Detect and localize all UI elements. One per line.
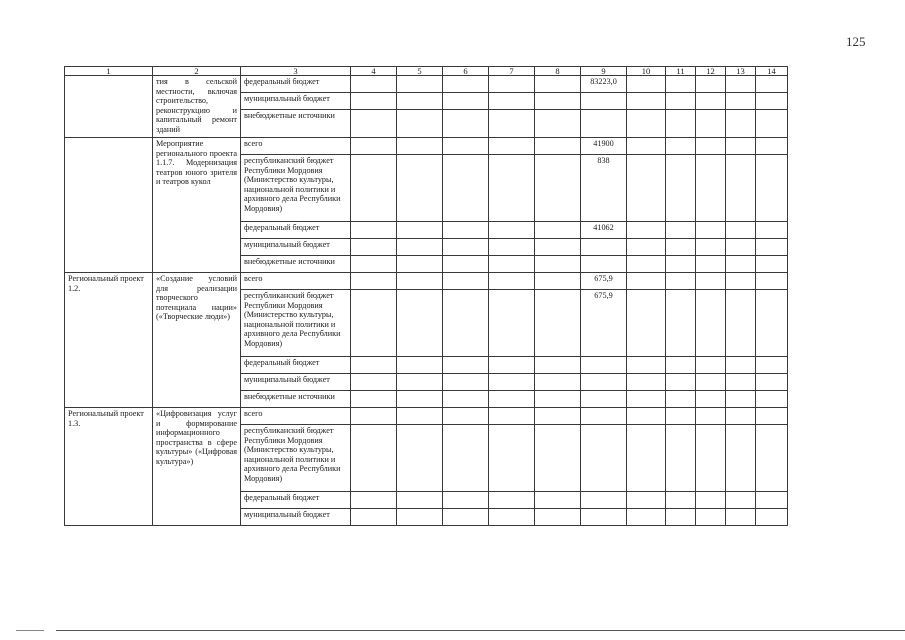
- funding-source-cell: федеральный бюджет: [241, 357, 351, 374]
- empty-cell-col7: [489, 256, 535, 273]
- empty-cell-col5: [397, 357, 443, 374]
- empty-cell-col11: [666, 110, 696, 138]
- empty-cell-col13: [726, 93, 756, 110]
- empty-cell-col4: [351, 374, 397, 391]
- empty-cell-col11: [666, 492, 696, 509]
- column-number-5: 5: [397, 67, 443, 76]
- empty-cell-col11: [666, 239, 696, 256]
- empty-cell-col7: [489, 357, 535, 374]
- empty-cell-col10: [627, 492, 666, 509]
- project-cell: Региональный проект 1.2.: [65, 273, 153, 408]
- empty-cell-col13: [726, 357, 756, 374]
- empty-cell-col4: [351, 93, 397, 110]
- empty-cell-col5: [397, 509, 443, 526]
- empty-cell-col14: [756, 110, 788, 138]
- empty-cell-col6: [443, 408, 489, 425]
- amount-cell-col9: 675,9: [581, 273, 627, 290]
- empty-cell-col5: [397, 273, 443, 290]
- empty-cell-col5: [397, 155, 443, 222]
- empty-cell-col7: [489, 138, 535, 155]
- empty-cell-col13: [726, 155, 756, 222]
- amount-cell-col9: [581, 509, 627, 526]
- empty-cell-col6: [443, 76, 489, 93]
- empty-cell-col5: [397, 222, 443, 239]
- empty-cell-col14: [756, 425, 788, 492]
- empty-cell-col14: [756, 408, 788, 425]
- measure-cell: тия в сельской местности, включая строительство, реконструкцию и капитальный ремонт зданий: [153, 76, 241, 138]
- empty-cell-col13: [726, 76, 756, 93]
- empty-cell-col6: [443, 273, 489, 290]
- empty-cell-col7: [489, 76, 535, 93]
- empty-cell-col6: [443, 509, 489, 526]
- amount-cell-col9: [581, 110, 627, 138]
- empty-cell-col7: [489, 492, 535, 509]
- empty-cell-col8: [535, 408, 581, 425]
- empty-cell-col14: [756, 492, 788, 509]
- empty-cell-col12: [696, 357, 726, 374]
- empty-cell-col8: [535, 93, 581, 110]
- amount-cell-col9: [581, 425, 627, 492]
- empty-cell-col14: [756, 391, 788, 408]
- empty-cell-col7: [489, 425, 535, 492]
- amount-cell-col9: 838: [581, 155, 627, 222]
- empty-cell-col8: [535, 239, 581, 256]
- empty-cell-col11: [666, 290, 696, 357]
- empty-cell-col8: [535, 374, 581, 391]
- empty-cell-col6: [443, 93, 489, 110]
- measure-cell: «Цифровизация услуг и формирование информационного пространства в сфере культуры» («Цифровая культура»): [153, 408, 241, 526]
- empty-cell-col6: [443, 391, 489, 408]
- empty-cell-col14: [756, 273, 788, 290]
- funding-source-cell: федеральный бюджет: [241, 222, 351, 239]
- funding-source-cell: всего: [241, 273, 351, 290]
- empty-cell-col14: [756, 509, 788, 526]
- empty-cell-col10: [627, 290, 666, 357]
- empty-cell-col4: [351, 138, 397, 155]
- column-number-7: 7: [489, 67, 535, 76]
- project-cell: [65, 138, 153, 273]
- funding-source-cell: всего: [241, 408, 351, 425]
- measure-cell: Мероприятие регионального проекта 1.1.7. Модернизация театров юного зрителя и театров кукол: [153, 138, 241, 273]
- empty-cell-col6: [443, 374, 489, 391]
- empty-cell-col11: [666, 155, 696, 222]
- empty-cell-col11: [666, 93, 696, 110]
- empty-cell-col5: [397, 374, 443, 391]
- funding-source-cell: муниципальный бюджет: [241, 239, 351, 256]
- column-number-9: 9: [581, 67, 627, 76]
- scan-edge-mark: [56, 630, 905, 631]
- empty-cell-col5: [397, 425, 443, 492]
- table-row: [65, 138, 788, 155]
- funding-source-cell: внебюджетные источники: [241, 391, 351, 408]
- empty-cell-col7: [489, 290, 535, 357]
- funding-source-cell: муниципальный бюджет: [241, 374, 351, 391]
- empty-cell-col13: [726, 256, 756, 273]
- empty-cell-col13: [726, 110, 756, 138]
- empty-cell-col4: [351, 492, 397, 509]
- empty-cell-col10: [627, 391, 666, 408]
- empty-cell-col5: [397, 93, 443, 110]
- empty-cell-col7: [489, 239, 535, 256]
- empty-cell-col6: [443, 138, 489, 155]
- empty-cell-col8: [535, 76, 581, 93]
- empty-cell-col8: [535, 509, 581, 526]
- empty-cell-col4: [351, 391, 397, 408]
- empty-cell-col8: [535, 425, 581, 492]
- empty-cell-col7: [489, 509, 535, 526]
- empty-cell-col4: [351, 273, 397, 290]
- empty-cell-col12: [696, 273, 726, 290]
- empty-cell-col13: [726, 273, 756, 290]
- empty-cell-col11: [666, 374, 696, 391]
- empty-cell-col8: [535, 273, 581, 290]
- empty-cell-col12: [696, 110, 726, 138]
- funding-source-cell: всего: [241, 138, 351, 155]
- empty-cell-col14: [756, 290, 788, 357]
- amount-cell-col9: 41900: [581, 138, 627, 155]
- empty-cell-col12: [696, 239, 726, 256]
- empty-cell-col7: [489, 408, 535, 425]
- empty-cell-col8: [535, 290, 581, 357]
- column-number-4: 4: [351, 67, 397, 76]
- empty-cell-col10: [627, 138, 666, 155]
- empty-cell-col14: [756, 76, 788, 93]
- empty-cell-col12: [696, 408, 726, 425]
- empty-cell-col5: [397, 408, 443, 425]
- empty-cell-col12: [696, 374, 726, 391]
- budget-table: [64, 66, 788, 526]
- empty-cell-col8: [535, 492, 581, 509]
- funding-source-cell: муниципальный бюджет: [241, 93, 351, 110]
- empty-cell-col7: [489, 93, 535, 110]
- funding-source-cell: внебюджетные источники: [241, 110, 351, 138]
- empty-cell-col6: [443, 155, 489, 222]
- empty-cell-col14: [756, 256, 788, 273]
- empty-cell-col6: [443, 425, 489, 492]
- empty-cell-col8: [535, 155, 581, 222]
- page-number: 125: [846, 34, 866, 49]
- table-row: [65, 408, 788, 425]
- empty-cell-col8: [535, 391, 581, 408]
- empty-cell-col10: [627, 93, 666, 110]
- empty-cell-col11: [666, 256, 696, 273]
- amount-cell-col9: 83223,0: [581, 76, 627, 93]
- empty-cell-col11: [666, 425, 696, 492]
- column-number-11: 11: [666, 67, 696, 76]
- empty-cell-col5: [397, 492, 443, 509]
- empty-cell-col5: [397, 391, 443, 408]
- amount-cell-col9: [581, 357, 627, 374]
- amount-cell-col9: [581, 93, 627, 110]
- empty-cell-col10: [627, 110, 666, 138]
- empty-cell-col10: [627, 425, 666, 492]
- empty-cell-col4: [351, 155, 397, 222]
- table-row: [65, 273, 788, 290]
- empty-cell-col11: [666, 76, 696, 93]
- empty-cell-col5: [397, 290, 443, 357]
- empty-cell-col12: [696, 509, 726, 526]
- empty-cell-col12: [696, 155, 726, 222]
- empty-cell-col13: [726, 290, 756, 357]
- empty-cell-col4: [351, 425, 397, 492]
- empty-cell-col11: [666, 273, 696, 290]
- project-cell: [65, 76, 153, 138]
- column-number-3: 3: [241, 67, 351, 76]
- empty-cell-col14: [756, 155, 788, 222]
- empty-cell-col5: [397, 239, 443, 256]
- funding-source-cell: федеральный бюджет: [241, 492, 351, 509]
- empty-cell-col13: [726, 222, 756, 239]
- empty-cell-col7: [489, 391, 535, 408]
- empty-cell-col13: [726, 509, 756, 526]
- empty-cell-col4: [351, 76, 397, 93]
- empty-cell-col6: [443, 492, 489, 509]
- funding-source-cell: внебюджетные источники: [241, 256, 351, 273]
- amount-cell-col9: [581, 256, 627, 273]
- column-number-14: 14: [756, 67, 788, 76]
- empty-cell-col8: [535, 110, 581, 138]
- column-number-8: 8: [535, 67, 581, 76]
- empty-cell-col6: [443, 290, 489, 357]
- empty-cell-col6: [443, 110, 489, 138]
- empty-cell-col6: [443, 357, 489, 374]
- empty-cell-col6: [443, 222, 489, 239]
- empty-cell-col5: [397, 76, 443, 93]
- empty-cell-col12: [696, 222, 726, 239]
- amount-cell-col9: 675,9: [581, 290, 627, 357]
- funding-source-cell: федеральный бюджет: [241, 76, 351, 93]
- empty-cell-col4: [351, 222, 397, 239]
- empty-cell-col13: [726, 239, 756, 256]
- empty-cell-col10: [627, 155, 666, 222]
- amount-cell-col9: [581, 408, 627, 425]
- empty-cell-col12: [696, 425, 726, 492]
- project-cell: Региональный проект 1.3.: [65, 408, 153, 526]
- amount-cell-col9: [581, 239, 627, 256]
- empty-cell-col4: [351, 408, 397, 425]
- table-body: [65, 76, 788, 526]
- empty-cell-col10: [627, 357, 666, 374]
- empty-cell-col11: [666, 357, 696, 374]
- column-number-2: 2: [153, 67, 241, 76]
- empty-cell-col12: [696, 391, 726, 408]
- empty-cell-col5: [397, 110, 443, 138]
- empty-cell-col4: [351, 357, 397, 374]
- measure-cell: «Создание условий для реализации творческого потенциала нации» («Творческие люди»): [153, 273, 241, 408]
- funding-source-cell: республиканский бюджет Республики Мордовия (Министерство культуры, национальной политики и архивного дела Республики Мордовия): [241, 155, 351, 222]
- empty-cell-col6: [443, 256, 489, 273]
- empty-cell-col13: [726, 492, 756, 509]
- column-number-13: 13: [726, 67, 756, 76]
- empty-cell-col4: [351, 256, 397, 273]
- empty-cell-col4: [351, 110, 397, 138]
- empty-cell-col12: [696, 256, 726, 273]
- scan-edge-mark: [16, 630, 44, 631]
- amount-cell-col9: 41062: [581, 222, 627, 239]
- empty-cell-col14: [756, 357, 788, 374]
- empty-cell-col7: [489, 155, 535, 222]
- empty-cell-col11: [666, 391, 696, 408]
- amount-cell-col9: [581, 391, 627, 408]
- empty-cell-col5: [397, 256, 443, 273]
- empty-cell-col10: [627, 509, 666, 526]
- column-number-6: 6: [443, 67, 489, 76]
- empty-cell-col11: [666, 408, 696, 425]
- funding-source-cell: республиканский бюджет Республики Мордовия (Министерство культуры, национальной политики и архивного дела Республики Мордовия): [241, 290, 351, 357]
- empty-cell-col14: [756, 138, 788, 155]
- empty-cell-col8: [535, 222, 581, 239]
- empty-cell-col12: [696, 76, 726, 93]
- amount-cell-col9: [581, 374, 627, 391]
- amount-cell-col9: [581, 492, 627, 509]
- empty-cell-col12: [696, 290, 726, 357]
- empty-cell-col12: [696, 93, 726, 110]
- empty-cell-col12: [696, 492, 726, 509]
- empty-cell-col10: [627, 408, 666, 425]
- column-number-row: [65, 67, 788, 76]
- empty-cell-col11: [666, 509, 696, 526]
- empty-cell-col5: [397, 138, 443, 155]
- empty-cell-col14: [756, 374, 788, 391]
- empty-cell-col13: [726, 138, 756, 155]
- empty-cell-col13: [726, 391, 756, 408]
- column-number-10: 10: [627, 67, 666, 76]
- empty-cell-col11: [666, 222, 696, 239]
- empty-cell-col10: [627, 273, 666, 290]
- empty-cell-col10: [627, 239, 666, 256]
- empty-cell-col10: [627, 76, 666, 93]
- funding-source-cell: республиканский бюджет Республики Мордовия (Министерство культуры, национальной политики и архивного дела Республики Мордовия): [241, 425, 351, 492]
- empty-cell-col7: [489, 110, 535, 138]
- table-row: [65, 76, 788, 93]
- column-number-1: 1: [65, 67, 153, 76]
- empty-cell-col14: [756, 222, 788, 239]
- empty-cell-col4: [351, 239, 397, 256]
- empty-cell-col6: [443, 239, 489, 256]
- empty-cell-col4: [351, 290, 397, 357]
- empty-cell-col7: [489, 273, 535, 290]
- empty-cell-col14: [756, 93, 788, 110]
- empty-cell-col8: [535, 256, 581, 273]
- empty-cell-col13: [726, 408, 756, 425]
- empty-cell-col10: [627, 222, 666, 239]
- empty-cell-col10: [627, 374, 666, 391]
- empty-cell-col10: [627, 256, 666, 273]
- empty-cell-col14: [756, 239, 788, 256]
- funding-source-cell: муниципальный бюджет: [241, 509, 351, 526]
- empty-cell-col8: [535, 357, 581, 374]
- empty-cell-col13: [726, 425, 756, 492]
- empty-cell-col7: [489, 374, 535, 391]
- empty-cell-col13: [726, 374, 756, 391]
- empty-cell-col12: [696, 138, 726, 155]
- column-number-12: 12: [696, 67, 726, 76]
- empty-cell-col8: [535, 138, 581, 155]
- empty-cell-col7: [489, 222, 535, 239]
- empty-cell-col11: [666, 138, 696, 155]
- empty-cell-col4: [351, 509, 397, 526]
